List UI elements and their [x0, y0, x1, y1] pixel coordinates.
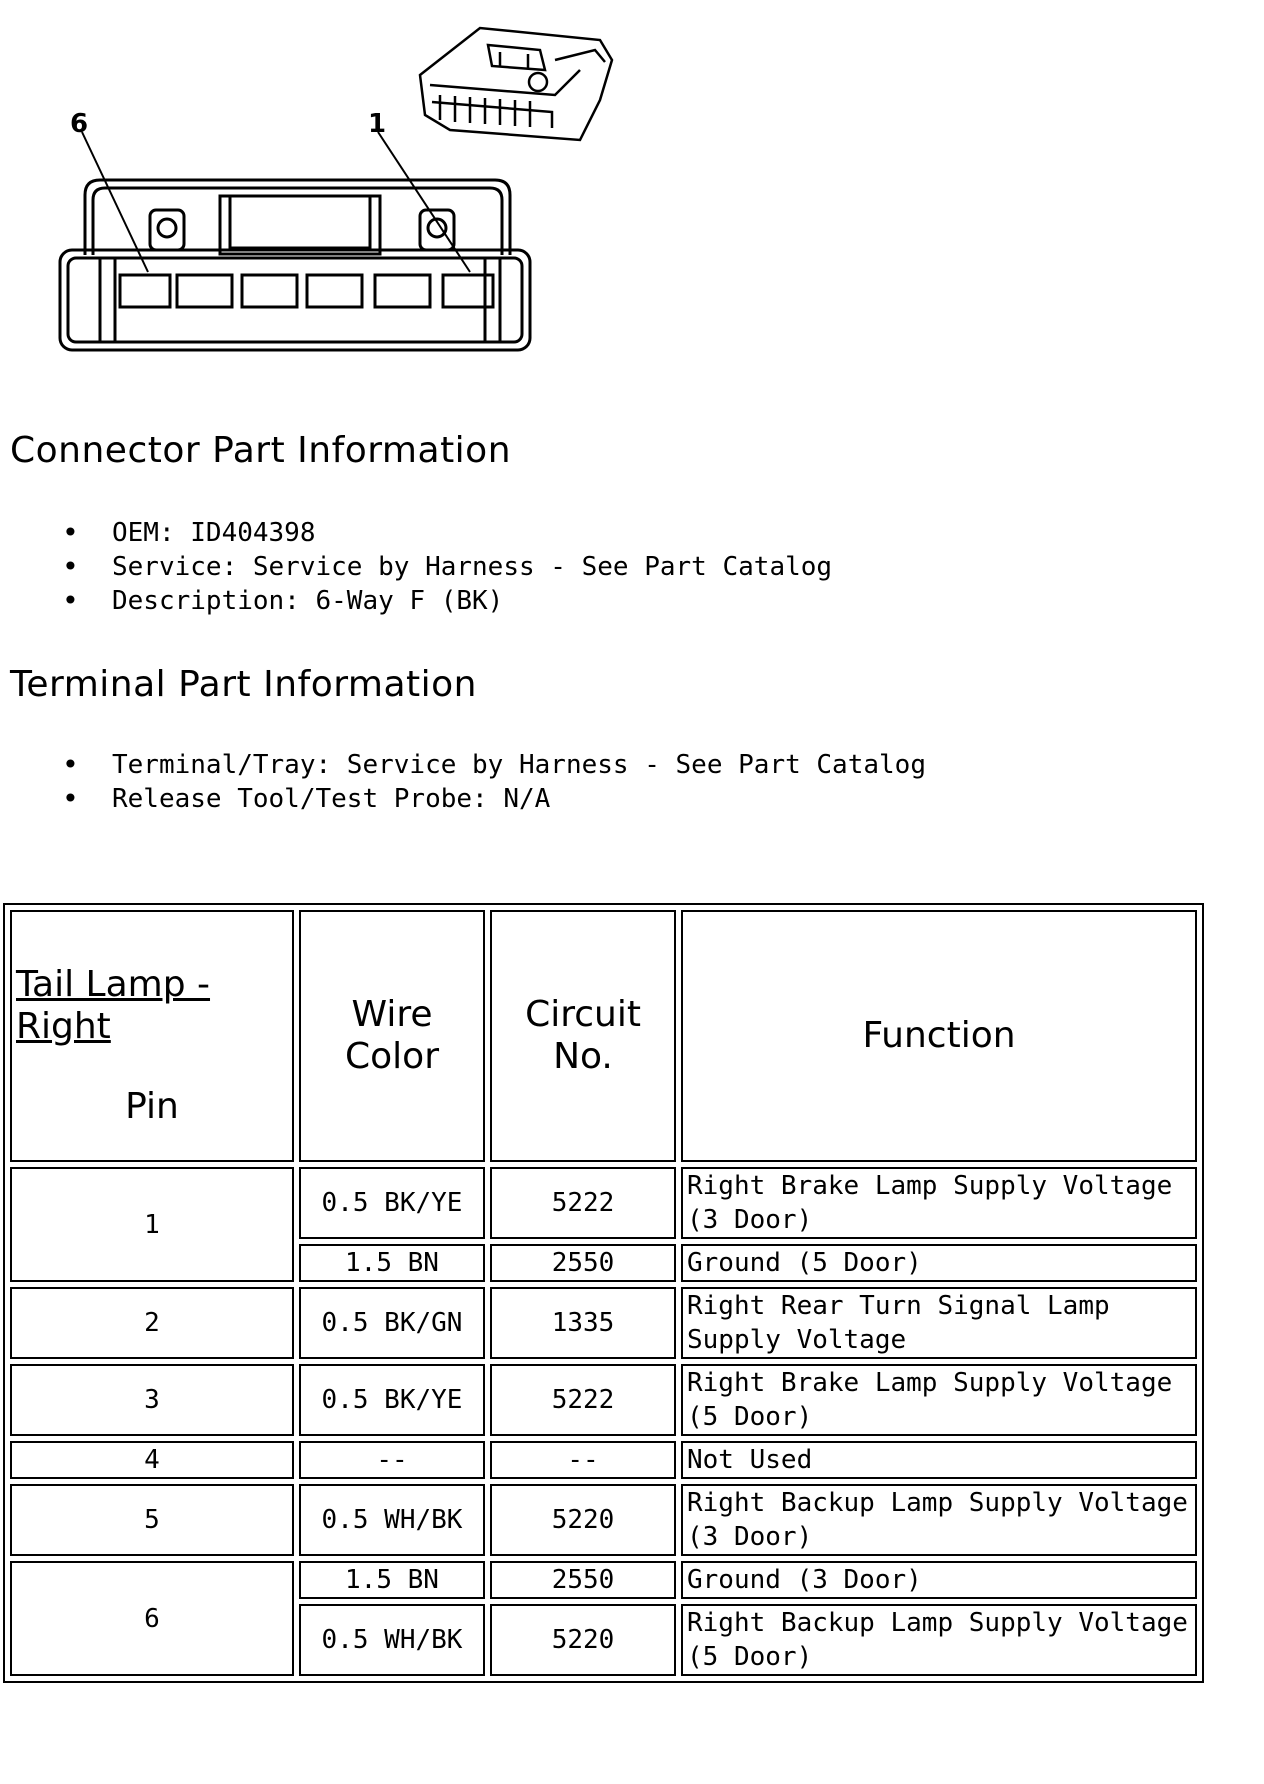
cell-wire-color: 1.5 BN — [299, 1244, 485, 1282]
cell-wire-color: 1.5 BN — [299, 1561, 485, 1599]
cell-wire-color: -- — [299, 1441, 485, 1479]
cell-circuit: 5220 — [490, 1604, 676, 1676]
cell-pin: 1 — [10, 1167, 294, 1282]
terminal-info-list — [62, 748, 926, 816]
table-row — [10, 1364, 1197, 1436]
cell-wire-color: 0.5 BK/YE — [299, 1364, 485, 1436]
cell-wire-color: 0.5 WH/BK — [299, 1484, 485, 1556]
header-pin — [10, 910, 294, 1162]
cell-circuit: 2550 — [490, 1244, 676, 1282]
cell-function: Ground (5 Door) — [681, 1244, 1197, 1282]
header-wire-color: Wire Color — [299, 910, 485, 1162]
cell-function: Right Backup Lamp Supply Voltage (3 Door) — [681, 1484, 1197, 1556]
list-item: • Terminal/Tray: Service by Harness - See Part Catalog — [62, 748, 926, 782]
cell-wire-color: 0.5 BK/GN — [299, 1287, 485, 1359]
pinout-table — [3, 903, 1204, 1683]
cell-function: Ground (3 Door) — [681, 1561, 1197, 1599]
cell-pin: 3 — [10, 1364, 294, 1436]
pin-cavity-3 — [307, 275, 362, 307]
table-row — [10, 1167, 1197, 1239]
cell-circuit: 5222 — [490, 1167, 676, 1239]
table-row — [10, 1441, 1197, 1479]
cell-circuit: 5220 — [490, 1484, 676, 1556]
pin-cavities — [120, 275, 493, 307]
list-item: • Release Tool/Test Probe: N/A — [62, 782, 926, 816]
cell-pin: 5 — [10, 1484, 294, 1556]
callout-label-1: 1 — [368, 109, 387, 139]
cell-wire-color: 0.5 WH/BK — [299, 1604, 485, 1676]
cell-pin: 6 — [10, 1561, 294, 1676]
table-row — [10, 1561, 1197, 1599]
terminal-info-title: Terminal Part Information — [10, 664, 477, 705]
cell-pin: 4 — [10, 1441, 294, 1479]
list-item: • Description: 6-Way F (BK) — [62, 584, 832, 618]
connector-isometric-view — [420, 28, 612, 140]
pin-cavity-4 — [242, 275, 297, 307]
connector-diagram — [0, 0, 700, 370]
list-item: • Service: Service by Harness - See Part Catalog — [62, 550, 832, 584]
cell-function: Right Backup Lamp Supply Voltage (5 Door) — [681, 1604, 1197, 1676]
cell-function: Right Rear Turn Signal Lamp Supply Voltage — [681, 1287, 1197, 1359]
connector-info-title: Connector Part Information — [10, 430, 512, 471]
cell-circuit: -- — [490, 1441, 676, 1479]
pin-cavity-5 — [177, 275, 232, 307]
connector-front-view — [60, 180, 530, 350]
cell-circuit: 5222 — [490, 1364, 676, 1436]
table-row — [10, 1287, 1197, 1359]
cell-circuit: 1335 — [490, 1287, 676, 1359]
cell-function: Right Brake Lamp Supply Voltage (5 Door) — [681, 1364, 1197, 1436]
table-row — [10, 1484, 1197, 1556]
connector-name-link[interactable]: Tail Lamp - Right — [16, 964, 211, 1047]
header-circuit-no: Circuit No. — [490, 910, 676, 1162]
connector-info-list — [62, 516, 832, 618]
cell-function: Not Used — [681, 1441, 1197, 1479]
header-pin-label: Pin — [125, 1086, 179, 1127]
cell-pin: 2 — [10, 1287, 294, 1359]
cell-circuit: 2550 — [490, 1561, 676, 1599]
header-function: Function — [681, 910, 1197, 1162]
cell-wire-color: 0.5 BK/YE — [299, 1167, 485, 1239]
pin-cavity-6 — [120, 275, 170, 307]
cell-function: Right Brake Lamp Supply Voltage (3 Door) — [681, 1167, 1197, 1239]
list-item: • OEM: ID404398 — [62, 516, 832, 550]
callout-label-6: 6 — [70, 109, 89, 139]
table-header-row — [10, 910, 1197, 1162]
pin-cavity-2 — [375, 275, 430, 307]
